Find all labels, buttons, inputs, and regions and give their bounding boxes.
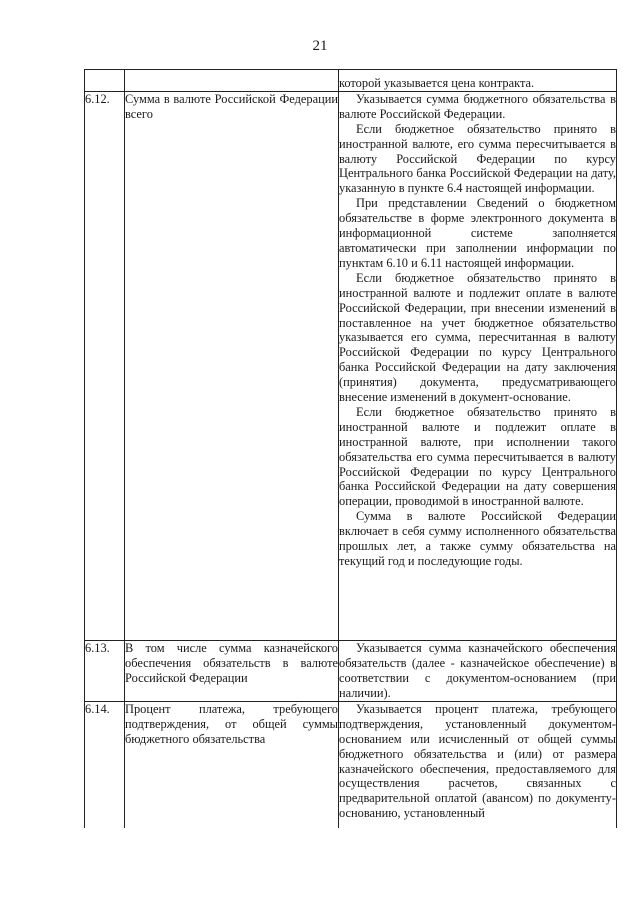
row-description-cell bbox=[339, 91, 617, 640]
row-number-cell: 6.12. bbox=[85, 91, 125, 640]
table-row-6-13 bbox=[85, 640, 617, 701]
row-name-cell bbox=[125, 70, 339, 92]
description-paragraph: которой указывается цена контракта. bbox=[339, 76, 535, 90]
row-name-cell: Процент платежа, требующего подтверждения, от общей суммы бюджетного обязательства bbox=[125, 701, 339, 828]
description-paragraph: Если бюджетное обязательство принято в иностранной валюте и подлежит оплате в иностранной валюте, при исполнении такого обязательства его сумма пересчитывается в валюту Российской Федерации по курсу Центрального банка Российской Федерации на дату совершения операции, проводимой в иностранной валюте. bbox=[339, 404, 616, 509]
description-paragraph: Указывается сумма казначейского обеспечения обязательств (далее - казначейское обеспечение) в соответствии с документом-основанием (при наличии). bbox=[339, 640, 616, 700]
page-number: 21 bbox=[312, 38, 328, 54]
description-paragraph: Указывается процент платежа, требующего подтверждения, установленный документом-основанием или исчисленный от общей суммы бюджетного обязательства и (или) от размера казначейского обеспечения, предоставляемого для осуществления расчетов, связанных с предварительной оплатой (авансом) по документу-основанию, установленный bbox=[339, 701, 616, 821]
table-row-continuation bbox=[85, 70, 617, 92]
row-number-cell: 6.14. bbox=[85, 701, 125, 828]
table-row-6-14 bbox=[85, 701, 617, 828]
row-description-cell bbox=[339, 70, 617, 92]
row-number-cell: 6.13. bbox=[85, 640, 125, 701]
table-row-6-12 bbox=[85, 91, 617, 640]
description-paragraph: При представлении Сведений о бюджетном обязательстве в форме электронного документа в информационной системе заполняется автоматически при заполнении информации по пунктам 6.10 и 6.11 настоящей информации. bbox=[339, 196, 616, 270]
row-number-cell bbox=[85, 70, 125, 92]
description-paragraph: Сумма в валюте Российской Федерации включает в себя сумму исполненного обязательства прошлых лет, а также сумму обязательства на текущий год и последующие годы. bbox=[339, 509, 616, 568]
document-table bbox=[84, 69, 617, 828]
description-paragraph: Если бюджетное обязательство принято в иностранной валюте, его сумма пересчитывается в валюту Российской Федерации по курсу Центрального банка Российской Федерации на дату, указанную в пункте 6.4 настоящей информации. bbox=[339, 121, 616, 196]
description-paragraph: Если бюджетное обязательство принято в иностранной валюте и подлежит оплате в валюте Российской Федерации, при внесении изменений в поставленное на учет бюджетное обязательство указывается его сумма, пересчитанная в валюту Российской Федерации по курсу Центрального банка Российской Федерации на дату заключения (принятия) документа, предусматривающего внесение изменений в документ-основание. bbox=[339, 270, 616, 405]
description-paragraph: Указывается сумма бюджетного обязательства в валюте Российской Федерации. bbox=[339, 91, 616, 121]
row-description-cell bbox=[339, 701, 617, 828]
row-name-cell: Сумма в валюте Российской Федерации всего bbox=[125, 91, 339, 640]
row-description-cell bbox=[339, 640, 617, 701]
row-name-cell: В том числе сумма казначейского обеспечения обязательств в валюте Российской Федерации bbox=[125, 640, 339, 701]
